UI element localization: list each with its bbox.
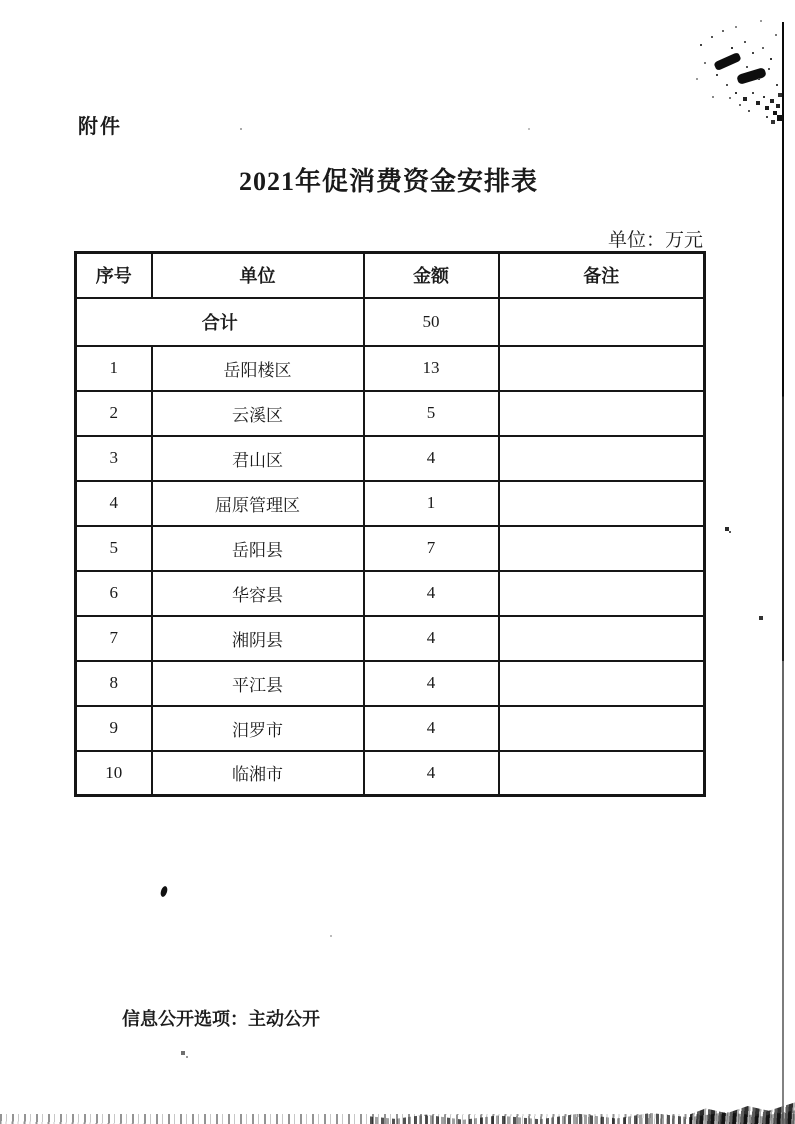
cell-no: 4 bbox=[76, 481, 152, 526]
cell-unit: 平江县 bbox=[152, 661, 364, 706]
cell-amount: 4 bbox=[364, 661, 499, 706]
header-serial-number: 序号 bbox=[76, 253, 152, 298]
cell-amount: 4 bbox=[364, 616, 499, 661]
cell-remark bbox=[499, 526, 705, 571]
table-row bbox=[76, 346, 705, 391]
table-header-row bbox=[76, 253, 705, 298]
cell-unit: 屈原管理区 bbox=[152, 481, 364, 526]
cell-remark bbox=[499, 571, 705, 616]
cell-no: 7 bbox=[76, 616, 152, 661]
cell-amount: 4 bbox=[364, 571, 499, 616]
cell-unit: 华容县 bbox=[152, 571, 364, 616]
cell-remark bbox=[499, 661, 705, 706]
cell-unit: 湘阴县 bbox=[152, 616, 364, 661]
cell-remark bbox=[499, 481, 705, 526]
scan-noise-band bbox=[690, 1100, 795, 1124]
cell-remark bbox=[499, 706, 705, 751]
unit-note: 单位：万元 bbox=[607, 230, 703, 251]
scan-pen-mark bbox=[736, 67, 767, 85]
cell-remark bbox=[499, 436, 705, 481]
cell-no: 8 bbox=[76, 661, 152, 706]
ink-dot bbox=[159, 885, 168, 897]
table-row bbox=[76, 751, 705, 796]
cell-unit: 云溪区 bbox=[152, 391, 364, 436]
table-row bbox=[76, 706, 705, 751]
cell-amount: 4 bbox=[364, 751, 499, 796]
fund-allocation-table bbox=[74, 251, 706, 797]
header-remarks: 备注 bbox=[499, 253, 705, 298]
disclosure-option-note: 信息公开选项：主动公开 bbox=[122, 1009, 320, 1029]
total-remark bbox=[499, 298, 705, 346]
cell-unit: 君山区 bbox=[152, 436, 364, 481]
table-row bbox=[76, 526, 705, 571]
cell-amount: 4 bbox=[364, 436, 499, 481]
table-total-row bbox=[76, 298, 705, 346]
cell-amount: 7 bbox=[364, 526, 499, 571]
cell-remark bbox=[499, 391, 705, 436]
cell-unit: 临湘市 bbox=[152, 751, 364, 796]
cell-no: 1 bbox=[76, 346, 152, 391]
cell-amount: 13 bbox=[364, 346, 499, 391]
cell-no: 10 bbox=[76, 751, 152, 796]
cell-amount: 5 bbox=[364, 391, 499, 436]
cell-unit: 岳阳县 bbox=[152, 526, 364, 571]
table-row bbox=[76, 391, 705, 436]
cell-no: 6 bbox=[76, 571, 152, 616]
scan-pen-mark bbox=[713, 52, 741, 71]
cell-amount: 1 bbox=[364, 481, 499, 526]
header-unit: 单位 bbox=[152, 253, 364, 298]
table-row bbox=[76, 481, 705, 526]
cell-no: 5 bbox=[76, 526, 152, 571]
cell-amount: 4 bbox=[364, 706, 499, 751]
cell-no: 2 bbox=[76, 391, 152, 436]
header-amount: 金额 bbox=[364, 253, 499, 298]
cell-no: 9 bbox=[76, 706, 152, 751]
cell-remark bbox=[499, 616, 705, 661]
total-amount: 50 bbox=[364, 298, 499, 346]
cell-unit: 汨罗市 bbox=[152, 706, 364, 751]
document-title: 2021年促消费资金安排表 bbox=[238, 167, 538, 196]
table-row bbox=[76, 436, 705, 481]
table-row bbox=[76, 616, 705, 661]
table-row bbox=[76, 661, 705, 706]
attachment-label: 附件 bbox=[78, 116, 122, 138]
scan-speckles bbox=[0, 0, 2, 2]
cell-no: 3 bbox=[76, 436, 152, 481]
scan-edge-line bbox=[782, 22, 784, 1124]
table-row bbox=[76, 571, 705, 616]
total-label: 合计 bbox=[76, 298, 364, 346]
cell-remark bbox=[499, 751, 705, 796]
cell-remark bbox=[499, 346, 705, 391]
cell-unit: 岳阳楼区 bbox=[152, 346, 364, 391]
